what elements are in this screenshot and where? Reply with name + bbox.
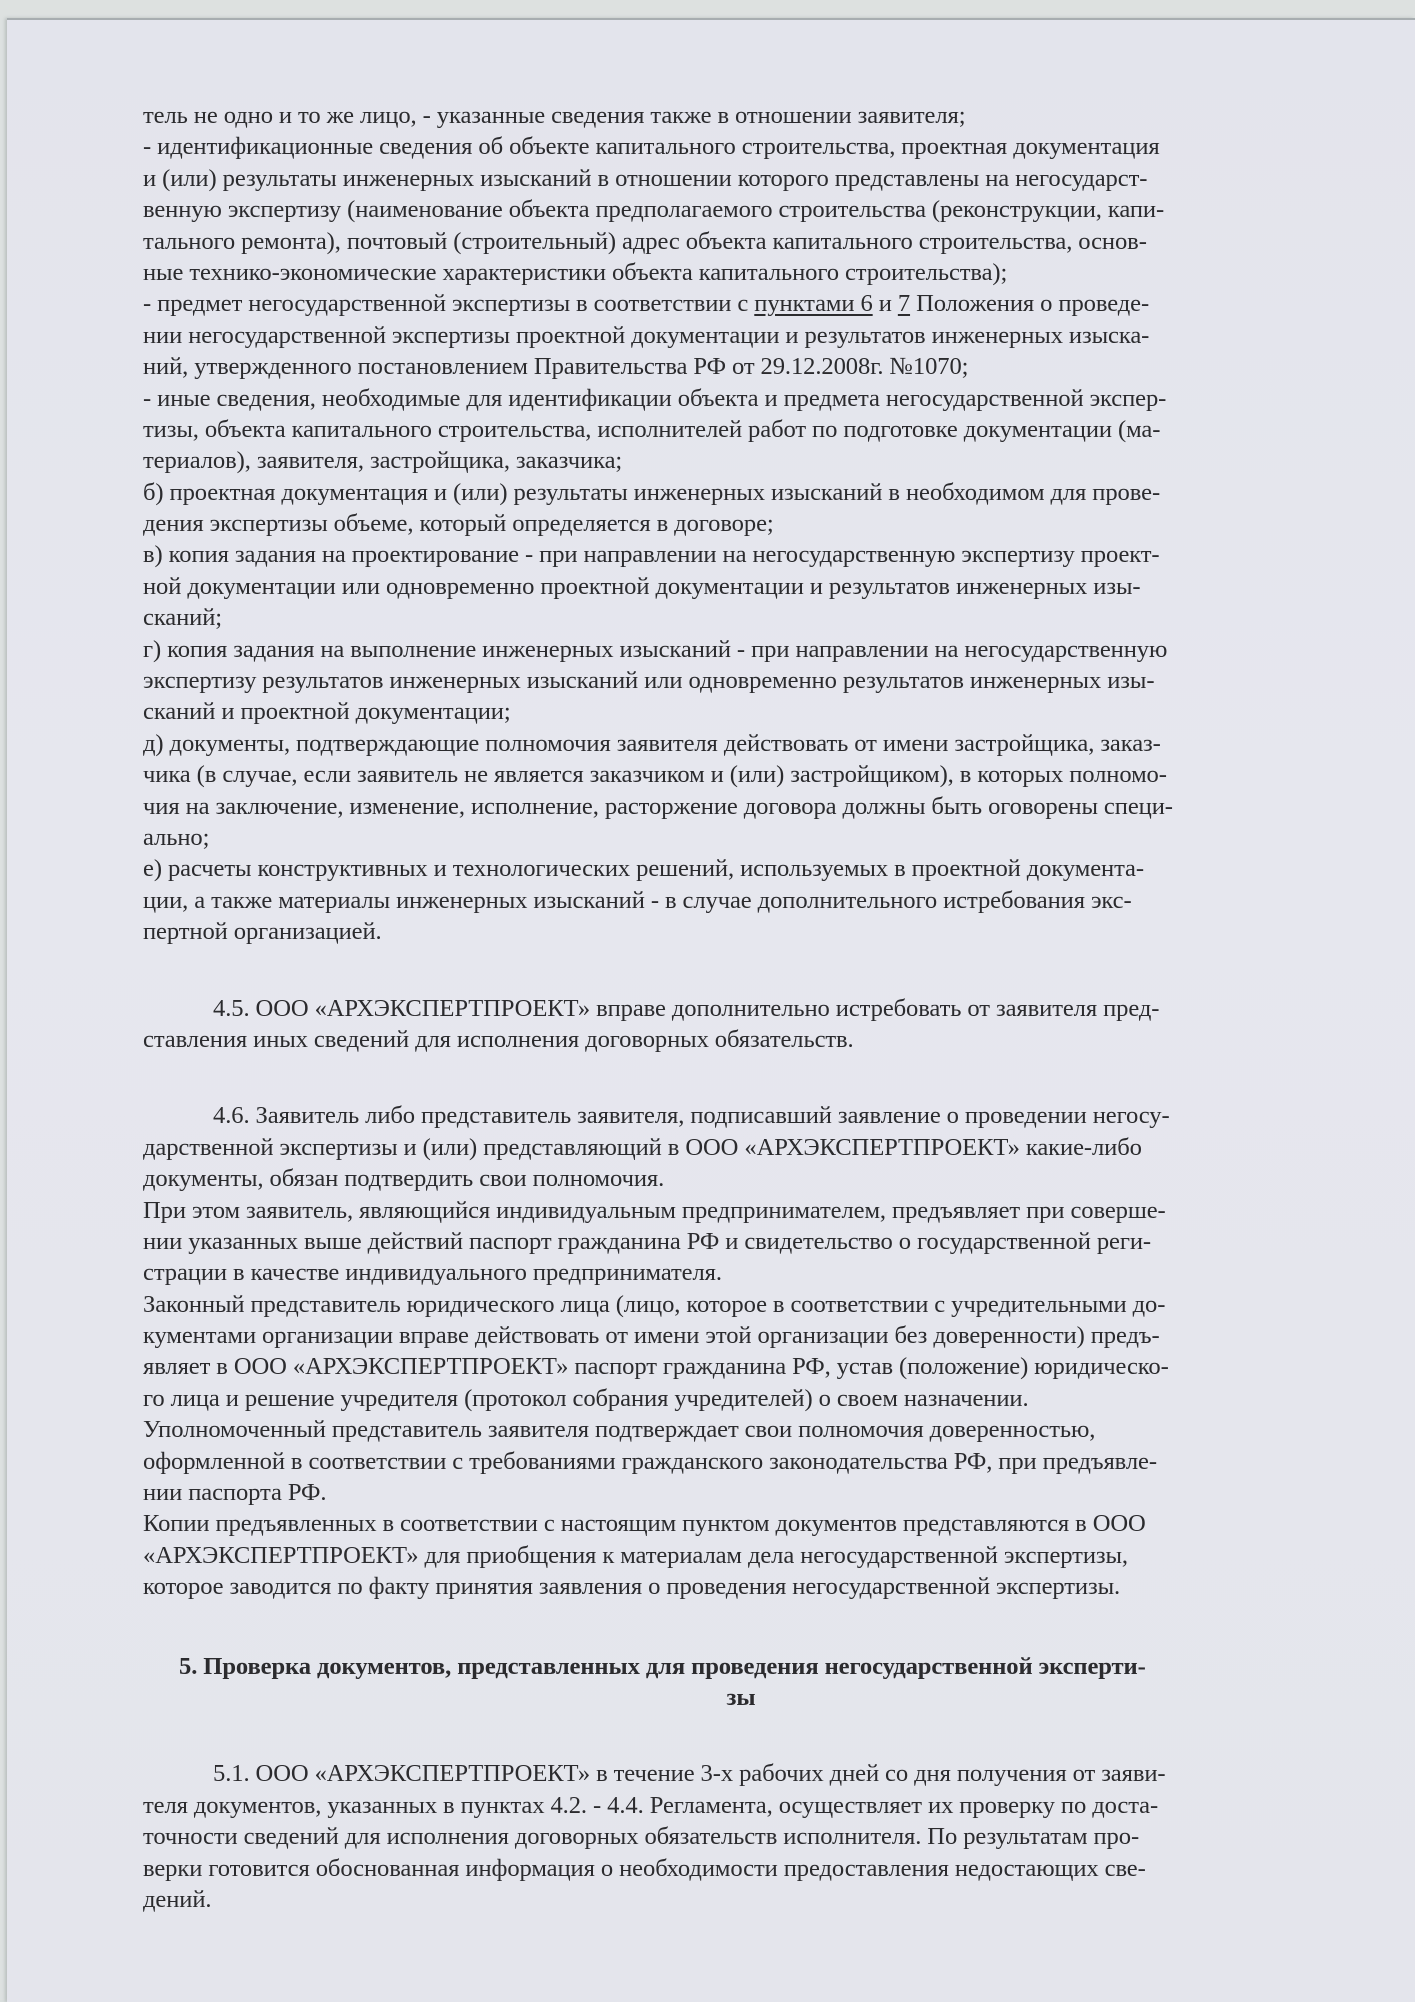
text-line: дарственной экспертизы и (или) представляющий в ООО «АРХЭКСПЕРТПРОЕКТ» какие-либо <box>143 1133 1142 1161</box>
paragraph-5-1 <box>143 1758 1339 1915</box>
text-line: теля документов, указанных в пунктах 4.2. - 4.4. Регламента, осуществляет их проверку по доста- <box>143 1791 1159 1819</box>
document-page <box>7 18 1415 2002</box>
text-line: ной документации или одновременно проектной документации и результатов инженерных изы- <box>143 572 1141 600</box>
text-fragment: - предмет негосударственной экспертизы в соответствии с <box>143 290 755 318</box>
text-line: Копии предъявленных в соответствии с настоящим пунктом документов представляются в ООО <box>143 1510 1146 1538</box>
section-heading: 5. Проверка документов, представленных для проведения негосударственной эксперти- <box>179 1652 1146 1680</box>
spacer <box>143 1713 1339 1758</box>
text-line: чика (в случае, если заявитель не является заказчиком и (или) застройщиком), в которых полномо- <box>143 761 1167 789</box>
text-line: в) копия задания на проектирование - при направлении на негосударственную экспертизу проект- <box>143 541 1160 569</box>
text-line: д) документы, подтверждающие полномочия заявителя действовать от имени застройщика, заказ- <box>143 729 1161 757</box>
text-line: териалов), заявителя, застройщика, заказчика; <box>143 447 623 475</box>
text-line: Законный представитель юридического лица (лицо, которое в соответствии с учредительными до- <box>143 1290 1166 1318</box>
text-line: ные технико-экономические характеристики объекта капитального строительства); <box>143 258 1008 286</box>
text-line: и (или) результаты инженерных изысканий в отношении которого представлены на негосударст- <box>143 164 1148 192</box>
spacer <box>143 1055 1339 1100</box>
text-line: нии паспорта РФ. <box>143 1479 327 1507</box>
text-line: тального ремонта), почтовый (строительный) адрес объекта капитального строительства, основ- <box>143 227 1147 255</box>
text-line: тель не одно и то же лицо, - указанные сведения также в отношении заявителя; <box>143 102 966 129</box>
text-line: точности сведений для исполнения договорных обязательств исполнителя. По результатам про- <box>143 1823 1140 1851</box>
list-continuation <box>143 100 1339 948</box>
text-line: страции в качестве индивидуального предпринимателя. <box>143 1259 722 1287</box>
text-line: ний, утвержденного постановлением Правительства РФ от 29.12.2008г. №1070; <box>143 353 969 381</box>
text-line: е) расчеты конструктивных и технологических решений, используемых в проектной документа- <box>143 855 1144 883</box>
text-line: 4.6. Заявитель либо представитель заявителя, подписавший заявление о проведении негосу- <box>213 1102 1170 1130</box>
text-line: документы, обязан подтвердить свои полномочия. <box>143 1165 665 1193</box>
spacer <box>143 948 1339 993</box>
text-line: ции, а также материалы инженерных изысканий - в случае дополнительного истребования экс- <box>143 886 1132 914</box>
text-line: - иные сведения, необходимые для идентификации объекта и предмета негосударственной экспер- <box>143 384 1167 412</box>
text-line: венную экспертизу (наименование объекта предполагаемого строительства (реконструкции, капи- <box>143 196 1165 224</box>
text-line: Уполномоченный представитель заявителя подтверждает свои полномочия доверенностью, <box>143 1416 1096 1444</box>
section-heading-continuation: зы <box>726 1683 756 1711</box>
paragraph-4-6 <box>143 1100 1339 1602</box>
text-line: ально; <box>143 823 210 851</box>
text-line: оформленной в соответствии с требованиями гражданского законодательства РФ, при предъявле- <box>143 1447 1157 1475</box>
text-line: «АРХЭКСПЕРТПРОЕКТ» для приобщения к материалам дела негосударственной экспертизы, <box>143 1541 1128 1569</box>
text-line: пертной организацией. <box>143 918 382 946</box>
text-line: При этом заявитель, являющийся индивидуальным предпринимателем, предъявляет при соверше- <box>143 1196 1166 1224</box>
text-line: 5.1. ООО «АРХЭКСПЕРТПРОЕКТ» в течение 3-х рабочих дней со дня получения от заяви- <box>213 1760 1166 1788</box>
text-line: б) проектная документация и (или) результаты инженерных изысканий в необходимом для прове- <box>143 478 1161 506</box>
text-line: 4.5. ООО «АРХЭКСПЕРТПРОЕКТ» вправе дополнительно истребовать от заявителя пред- <box>213 994 1160 1022</box>
text-line: нии указанных выше действий паспорт гражданина РФ и свидетельство о государственной реги- <box>143 1227 1152 1255</box>
text-line: дений. <box>143 1885 212 1913</box>
text-line: кументами организации вправе действовать от имени этой организации без доверенности) предъ- <box>143 1322 1160 1350</box>
text-line: тизы, объекта капитального строительства, исполнителей работ по подготовке документации (ма- <box>143 415 1161 443</box>
spacer <box>143 1603 1339 1651</box>
reference-link-clause-7[interactable]: 7 <box>897 290 911 318</box>
text-fragment: и <box>872 290 898 318</box>
subject-line <box>143 288 1339 319</box>
text-line: чия на заключение, изменение, исполнение, расторжение договора должны быть оговорены специ- <box>143 792 1173 820</box>
reference-link-clauses-6[interactable]: пунктами 6 <box>754 290 873 318</box>
text-line: являет в ООО «АРХЭКСПЕРТПРОЕКТ» паспорт гражданина РФ, устав (положение) юридическо- <box>143 1353 1169 1381</box>
text-line: которое заводится по факту принятия заявления о проведения негосударственной экспертизы. <box>143 1573 1121 1601</box>
text-line: г) копия задания на выполнение инженерных изысканий - при направлении на негосударственную <box>143 635 1168 663</box>
text-line: ставления иных сведений для исполнения договорных обязательств. <box>143 1025 854 1053</box>
document-body <box>143 100 1339 1915</box>
text-line: верки готовится обоснованная информация о необходимости предоставления недостающих све- <box>143 1854 1146 1882</box>
text-line: экспертизу результатов инженерных изысканий или одновременно результатов инженерных изы- <box>143 667 1155 695</box>
paragraph-4-5 <box>143 993 1339 1056</box>
text-fragment: Положения о проведе- <box>910 290 1150 318</box>
text-line: нии негосударственной экспертизы проектной документации и результатов инженерных изыска- <box>143 321 1150 349</box>
text-line: дения экспертизы объеме, который определяется в договоре; <box>143 510 774 538</box>
text-line: го лица и решение учредителя (протокол собрания учредителей) о своем назначении. <box>143 1384 1029 1412</box>
text-line: сканий и проектной документации; <box>143 698 511 726</box>
text-line: - идентификационные сведения об объекте капитального строительства, проектная документация <box>143 133 1160 161</box>
section-5-heading <box>143 1651 1339 1714</box>
text-line: сканий; <box>143 604 223 632</box>
